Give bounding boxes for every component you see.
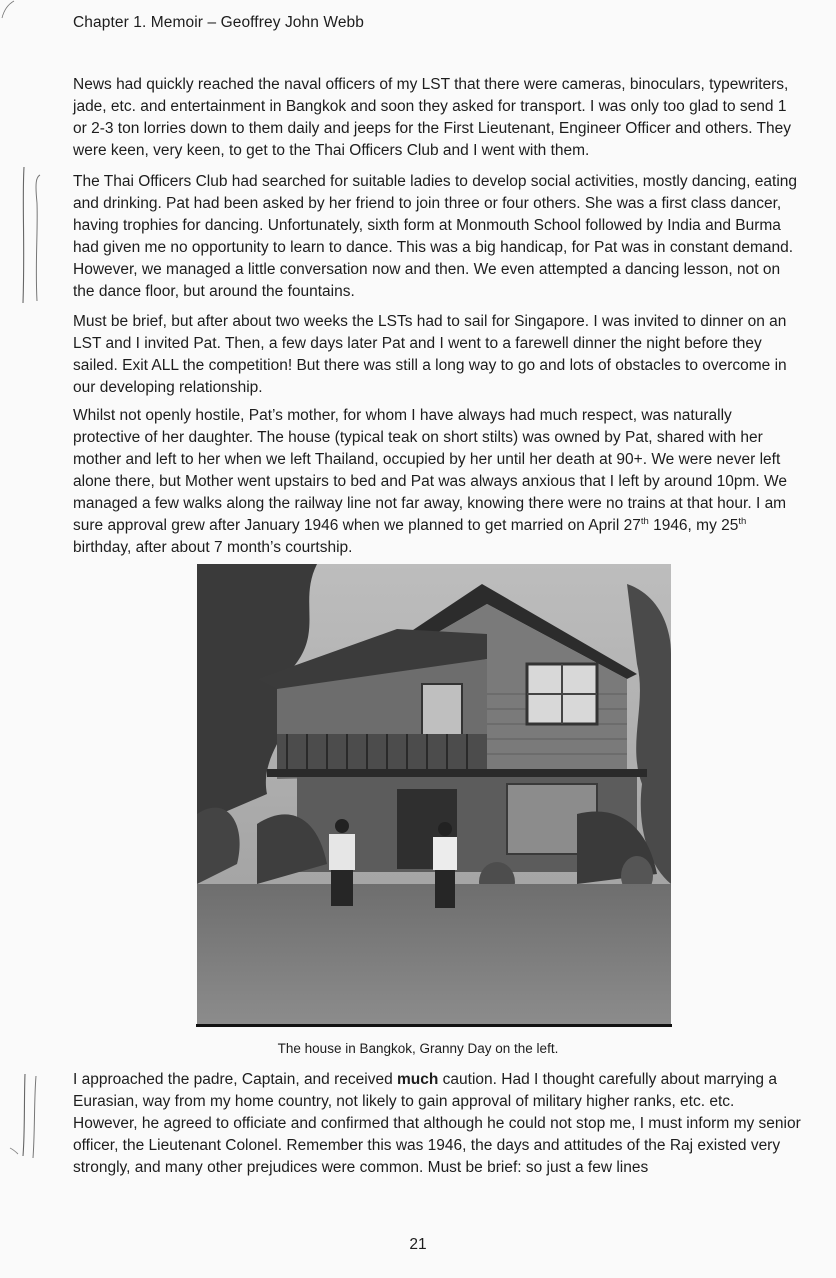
- page-number: 21: [409, 1236, 427, 1253]
- pencil-margin-mark-2: [4, 1070, 44, 1165]
- paragraph-5: [73, 1069, 803, 1179]
- pencil-margin-mark-1: [14, 163, 50, 308]
- paragraph-2: The Thai Officers Club had searched for suitable ladies to develop social activities, mostly dancing, eating and drinking. Pat had been asked by her friend to join three or four others. She was a first class dancer, having trophies for dancing. Unfortunately, sixth form at Monmouth School followed by India and Burma had given me no opportunity to learn to dance. This was a big handicap, for Pat was in constant demand. However, we managed a little conversation now and then. We even attempted a dancing lesson, not on the dance floor, but around the fountains.: [73, 173, 798, 300]
- superscript-th-2: th: [738, 515, 747, 527]
- photo-bottom-rule: [196, 1024, 672, 1027]
- paragraph-4-text-b: 1946, my 25: [648, 517, 739, 534]
- paragraph-4: [73, 405, 803, 559]
- superscript-th-1: th: [640, 515, 649, 527]
- paragraph-4-text-a: Whilst not openly hostile, Pat’s mother, for whom I have always had much respect, was naturally protective of her daughter. The house (typical teak on short stilts) was owned by Pat, shared with her mother and left to her when we left Thailand, occupied by her until her death at 90+. We were never left alone there, but Mother went upstairs to bed and Pat was always anxious that I left by around 10pm. We managed a few walks along the railway line not far away, knowing there were no trains at that hour. I am sure approval grew after January 1946 when we planned to get married on April 27: [73, 407, 787, 534]
- house-photo: [197, 564, 671, 1026]
- corner-mark: [0, 0, 20, 20]
- photo-caption: The house in Bangkok, Granny Day on the left.: [277, 1041, 559, 1056]
- paragraph-1: News had quickly reached the naval officers of my LST that there were cameras, binoculars, typewriters, jade, etc. and entertainment in Bangkok and soon they asked for transport. I was only too glad to send 1 or 2-3 ton lorries down to them daily and jeeps for the First Lieutenant, Engineer Officer and others. They were keen, very keen, to get to the Thai Officers Club and I went with them.: [73, 76, 791, 159]
- paragraph-5-text-a: I approached the padre, Captain, and received: [73, 1071, 398, 1088]
- paragraph-3: Must be brief, but after about two weeks the LSTs had to sail for Singapore. I was invited to dinner on an LST and I invited Pat. Then, a few days later Pat and I went to a farewell dinner the night before they sailed. Exit ALL the competition! But there was still a long way to go and lots of obstacles to overcome in our developing relationship.: [73, 313, 787, 396]
- paragraph-4-text-c: birthday, after about 7 month’s courtship.: [73, 539, 353, 556]
- paragraph-5-emphasis: much: [397, 1071, 439, 1088]
- paragraph-5-text-b: caution. Had I thought carefully about marrying a Eurasian, way from my home country, not likely to gain approval of military higher ranks, etc. etc. However, he agreed to officiate and confirmed that although he could not stop me, I must inform my senior officer, the Lieutenant Colonel. Remember this was 1946, the days and attitudes of the Raj existed very strongly, and many other prejudices were common. Must be brief: so just a few lines: [73, 1071, 801, 1176]
- chapter-header: Chapter 1. Memoir – Geoffrey John Webb: [73, 14, 364, 31]
